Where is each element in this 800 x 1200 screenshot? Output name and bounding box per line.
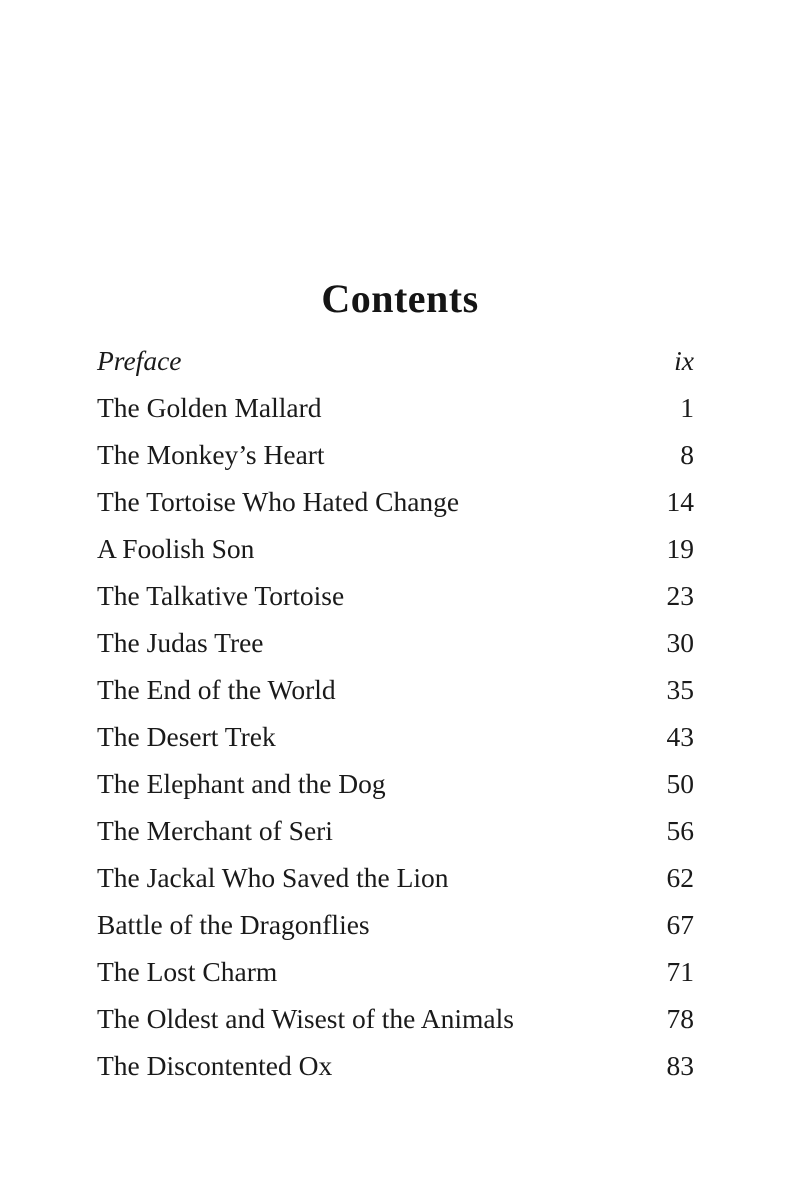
toc-entry-page-number: 71 [666,956,694,987]
toc-entry-title: The End of the World [97,674,336,705]
toc-entry-page-number: 35 [666,674,694,705]
toc-entry-page-number: 62 [666,862,694,893]
toc-entry-title: The Merchant of Seri [97,815,333,846]
toc-entry [97,995,694,1042]
toc-entry [97,760,694,807]
toc-entry-title: The Discontented Ox [97,1050,333,1081]
toc-entry-title: Battle of the Dragonflies [97,909,370,940]
page-title: Contents [321,275,479,321]
toc-entry [97,948,694,995]
toc-entry [97,337,694,384]
toc-entry [97,713,694,760]
toc-entry-page-number: 23 [666,580,694,611]
toc-entry-page-number: 14 [666,486,694,517]
toc-entry-page-number: 78 [666,1003,694,1034]
toc-entry-page-number: 30 [666,627,694,658]
toc-entry-page-number: ix [674,345,694,376]
toc-entry-page-number: 8 [680,439,694,470]
toc-entry-title: The Lost Charm [97,956,278,987]
toc-entry [97,666,694,713]
toc-entry-page-number: 67 [666,909,694,940]
toc-entry-page-number: 56 [666,815,694,846]
toc-entry-title: The Judas Tree [97,627,264,658]
toc-entry-title: The Golden Mallard [97,392,322,423]
toc-entry-page-number: 19 [666,533,694,564]
toc-entry [97,572,694,619]
toc-entry [97,807,694,854]
toc-entry-title: A Foolish Son [97,533,255,564]
toc-entry [97,854,694,901]
toc-entry [97,478,694,525]
toc-entry [97,431,694,478]
toc-entry-title: The Tortoise Who Hated Change [97,486,460,517]
toc-entry [97,384,694,431]
toc-entry-title: The Oldest and Wisest of the Animals [97,1003,514,1034]
toc-entry [97,1042,694,1089]
toc-entry-title: Preface [97,345,182,376]
toc-entry-title: The Jackal Who Saved the Lion [97,862,449,893]
toc-entry-title: The Desert Trek [97,721,276,752]
toc-entry-page-number: 83 [666,1050,694,1081]
toc-entry [97,901,694,948]
toc-entry-title: The Talkative Tortoise [97,580,345,611]
toc-entry-page-number: 43 [666,721,694,752]
toc-entry-page-number: 50 [666,768,694,799]
table-of-contents [97,337,694,1089]
toc-entry [97,619,694,666]
toc-entry [97,525,694,572]
toc-entry-page-number: 1 [680,392,694,423]
toc-entry-title: The Monkey’s Heart [97,439,325,470]
toc-entry-title: The Elephant and the Dog [97,768,386,799]
